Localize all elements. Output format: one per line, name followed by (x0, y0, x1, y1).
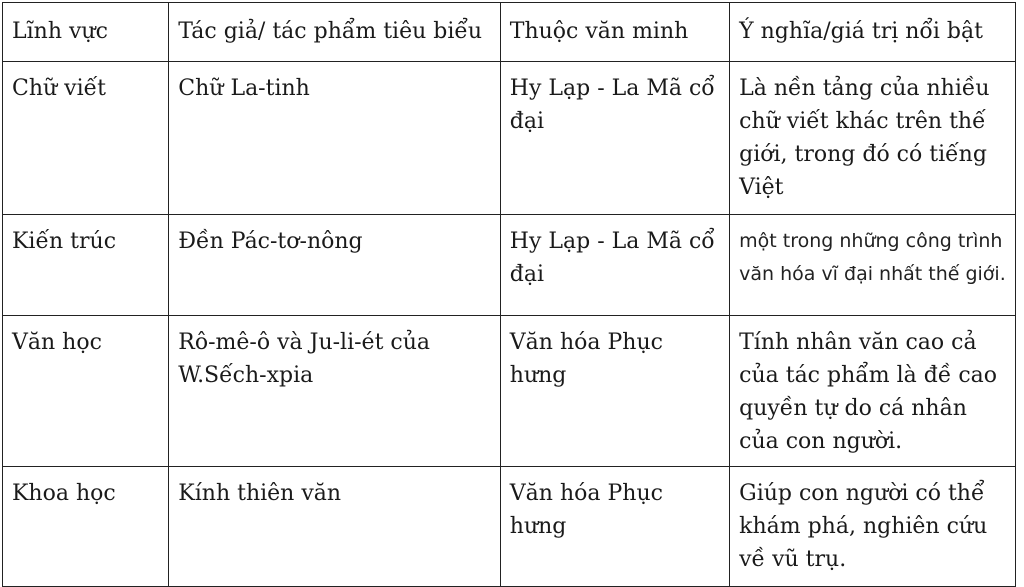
table-row (3, 316, 1016, 467)
cell-civilization: Văn hóa Phục hưng (500, 316, 729, 467)
table-row (3, 215, 1016, 316)
cell-work: Đền Pác-tơ-nông (169, 215, 501, 316)
header-civilization: Thuộc văn minh (500, 3, 729, 62)
cell-field: Kiến trúc (3, 215, 169, 316)
table-row (3, 62, 1016, 215)
header-significance: Ý nghĩa/giá trị nổi bật (730, 3, 1016, 62)
header-field: Lĩnh vực (3, 3, 169, 62)
cell-field: Khoa học (3, 467, 169, 587)
cell-civilization: Hy Lạp - La Mã cổ đại (500, 215, 729, 316)
cell-civilization: Văn hóa Phục hưng (500, 467, 729, 587)
cell-field: Văn học (3, 316, 169, 467)
cell-civilization: Hy Lạp - La Mã cổ đại (500, 62, 729, 215)
table-header-row (3, 3, 1016, 62)
cell-work: Rô-mê-ô và Ju-li-ét của W.Sếch-xpia (169, 316, 501, 467)
cell-significance: Giúp con người có thể khám phá, nghiên cứu về vũ trụ. (730, 467, 1016, 587)
civilization-achievements-table (2, 2, 1016, 587)
header-work: Tác giả/ tác phẩm tiêu biểu (169, 3, 501, 62)
cell-field: Chữ viết (3, 62, 169, 215)
table-row (3, 467, 1016, 587)
cell-significance: một trong những công trình văn hóa vĩ đại nhất thế giới. (730, 215, 1016, 316)
cell-work: Kính thiên văn (169, 467, 501, 587)
cell-significance: Tính nhân văn cao cả của tác phẩm là đề cao quyền tự do cá nhân của con người. (730, 316, 1016, 467)
cell-work: Chữ La-tinh (169, 62, 501, 215)
cell-significance: Là nền tảng của nhiều chữ viết khác trên thế giới, trong đó có tiếng Việt (730, 62, 1016, 215)
